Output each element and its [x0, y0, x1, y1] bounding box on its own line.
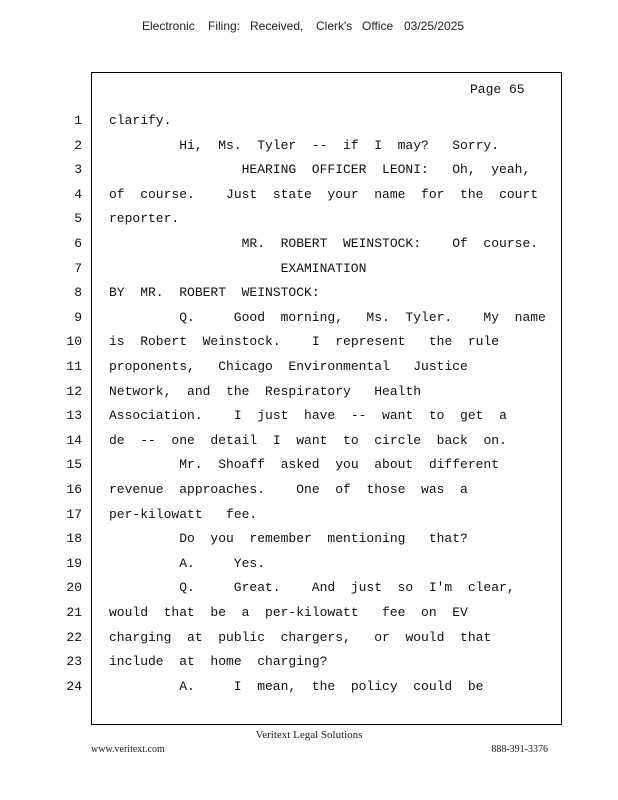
line-text: is Robert Weinstock. I represent the rule [109, 334, 500, 350]
line-text: clarify. [109, 113, 172, 128]
transcript-line [0, 433, 618, 453]
line-number: 23 [66, 654, 82, 670]
line-number: 9 [74, 309, 82, 325]
footer-phone: 888-391-3376 [491, 744, 548, 755]
line-text: A. Yes. [179, 555, 266, 571]
page-number: Page 65 [470, 82, 525, 97]
transcript-line [0, 679, 618, 699]
line-text: Do you remember mentioning that? [179, 531, 468, 547]
line-text: include at home charging? [109, 654, 328, 670]
header-word: Electronic [142, 19, 195, 33]
line-number: 7 [74, 260, 82, 276]
transcript-line [0, 482, 618, 502]
line-number: 3 [74, 162, 82, 178]
line-number: 13 [66, 408, 82, 424]
line-text: of course. Just state your name for the court [109, 186, 539, 202]
footer-company: Veritext Legal Solutions [255, 729, 363, 741]
line-text: Hi, Ms. Tyler -- if I may? Sorry. [179, 137, 500, 153]
line-text: de -- one detail I want to circle back on. [109, 432, 507, 448]
line-text: revenue approaches. One of those was a [109, 482, 468, 497]
line-number: 1 [74, 113, 82, 128]
transcript-line [0, 605, 618, 625]
transcript-line [0, 507, 618, 527]
transcript-line [0, 211, 618, 231]
header-word: Clerk's [316, 19, 353, 33]
line-text: BY MR. ROBERT WEINSTOCK: [109, 285, 320, 301]
line-text: EXAMINATION [280, 260, 367, 276]
line-number: 8 [74, 285, 82, 301]
line-number: 20 [66, 580, 82, 596]
transcript-line [0, 580, 618, 600]
line-text: reporter. [109, 211, 180, 227]
line-text: Q. Good morning, Ms. Tyler. My name [179, 309, 546, 325]
line-text: per-kilowatt fee. [109, 506, 258, 522]
transcript-line [0, 531, 618, 551]
line-number: 6 [74, 236, 82, 251]
line-number: 10 [66, 334, 82, 350]
header-date: 03/25/2025 [404, 19, 465, 33]
line-number: 24 [66, 678, 82, 694]
line-number: 22 [66, 629, 82, 645]
line-number: 14 [66, 432, 82, 448]
line-text: charging at public chargers, or would that [109, 629, 492, 645]
transcript-line [0, 630, 618, 650]
line-number: 19 [66, 555, 82, 571]
transcript-line [0, 654, 618, 674]
transcript-line [0, 359, 618, 379]
transcript-line [0, 310, 618, 330]
header-word: Received, [250, 19, 304, 33]
transcript-line [0, 556, 618, 576]
line-text: HEARING OFFICER LEONI: Oh, yeah, [241, 162, 531, 178]
line-number: 2 [74, 137, 82, 153]
header-word: Office [362, 19, 394, 33]
transcript-line [0, 261, 618, 281]
line-number: 17 [66, 506, 82, 522]
transcript-line [0, 285, 618, 305]
line-text: Q. Great. And just so I'm clear, [179, 580, 515, 596]
transcript-line [0, 113, 618, 133]
transcript-line [0, 162, 618, 182]
line-text: Network, and the Respiratory Health [109, 383, 422, 399]
line-text: proponents, Chicago Environmental Justice [109, 359, 468, 374]
transcript-line [0, 236, 618, 256]
line-number: 16 [66, 482, 82, 497]
line-number: 21 [66, 605, 82, 620]
line-text: Association. I just have -- want to get a [109, 408, 507, 424]
transcript-line [0, 138, 618, 158]
transcript-line [0, 457, 618, 477]
line-text: A. I mean, the policy could be [179, 678, 484, 694]
line-number: 11 [66, 359, 82, 374]
header-word: Filing: [208, 19, 241, 33]
line-number: 5 [74, 211, 82, 227]
line-text: MR. ROBERT WEINSTOCK: Of course. [241, 236, 539, 251]
line-number: 18 [66, 531, 82, 547]
line-text: would that be a per-kilowatt fee on EV [109, 605, 468, 620]
line-text: Mr. Shoaff asked you about different [179, 457, 500, 473]
line-number: 15 [66, 457, 82, 473]
footer-website: www.veritext.com [91, 744, 165, 755]
transcript-line [0, 334, 618, 354]
line-number: 12 [66, 383, 82, 399]
transcript-line [0, 187, 618, 207]
transcript-line [0, 384, 618, 404]
transcript-line [0, 408, 618, 428]
line-number: 4 [74, 186, 82, 202]
